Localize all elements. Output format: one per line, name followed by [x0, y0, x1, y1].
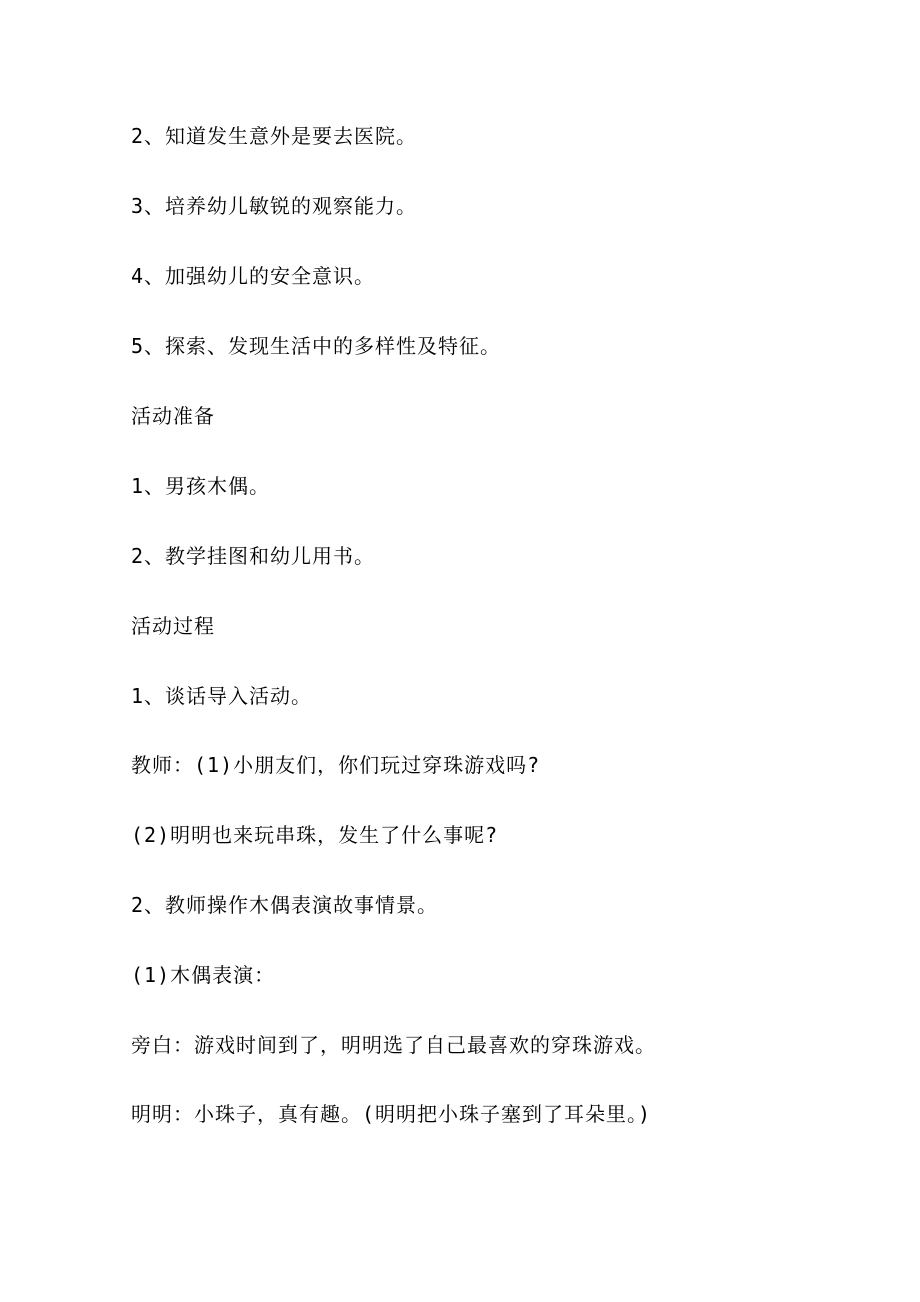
objective-line-4: 4、加强幼儿的安全意识。	[131, 264, 376, 288]
objective-line-3: 3、培养幼儿敏锐的观察能力。	[131, 194, 418, 218]
objective-line-2: 2、知道发生意外是要去医院。	[131, 124, 418, 148]
preparation-line-1: 1、男孩木偶。	[131, 474, 271, 498]
puppet-show-heading: (1)木偶表演：	[131, 963, 276, 987]
section-heading-process: 活动过程	[131, 614, 215, 638]
section-heading-preparation: 活动准备	[131, 404, 215, 428]
mingming-line: 明明：小珠子，真有趣。(明明把小珠子塞到了耳朵里。)	[131, 1102, 652, 1126]
process-step-1: 1、谈话导入活动。	[131, 684, 313, 708]
teacher-question-1: 教师：(1)小朋友们，你们玩过穿珠游戏吗?	[131, 753, 541, 777]
narration-line: 旁白：游戏时间到了，明明选了自己最喜欢的穿珠游戏。	[131, 1033, 656, 1057]
objective-line-5: 5、探索、发现生活中的多样性及特征。	[131, 334, 502, 358]
teacher-question-2: (2)明明也来玩串珠，发生了什么事呢?	[131, 823, 499, 847]
preparation-line-2: 2、教学挂图和幼儿用书。	[131, 544, 376, 568]
process-step-2: 2、教师操作木偶表演故事情景。	[131, 893, 439, 917]
